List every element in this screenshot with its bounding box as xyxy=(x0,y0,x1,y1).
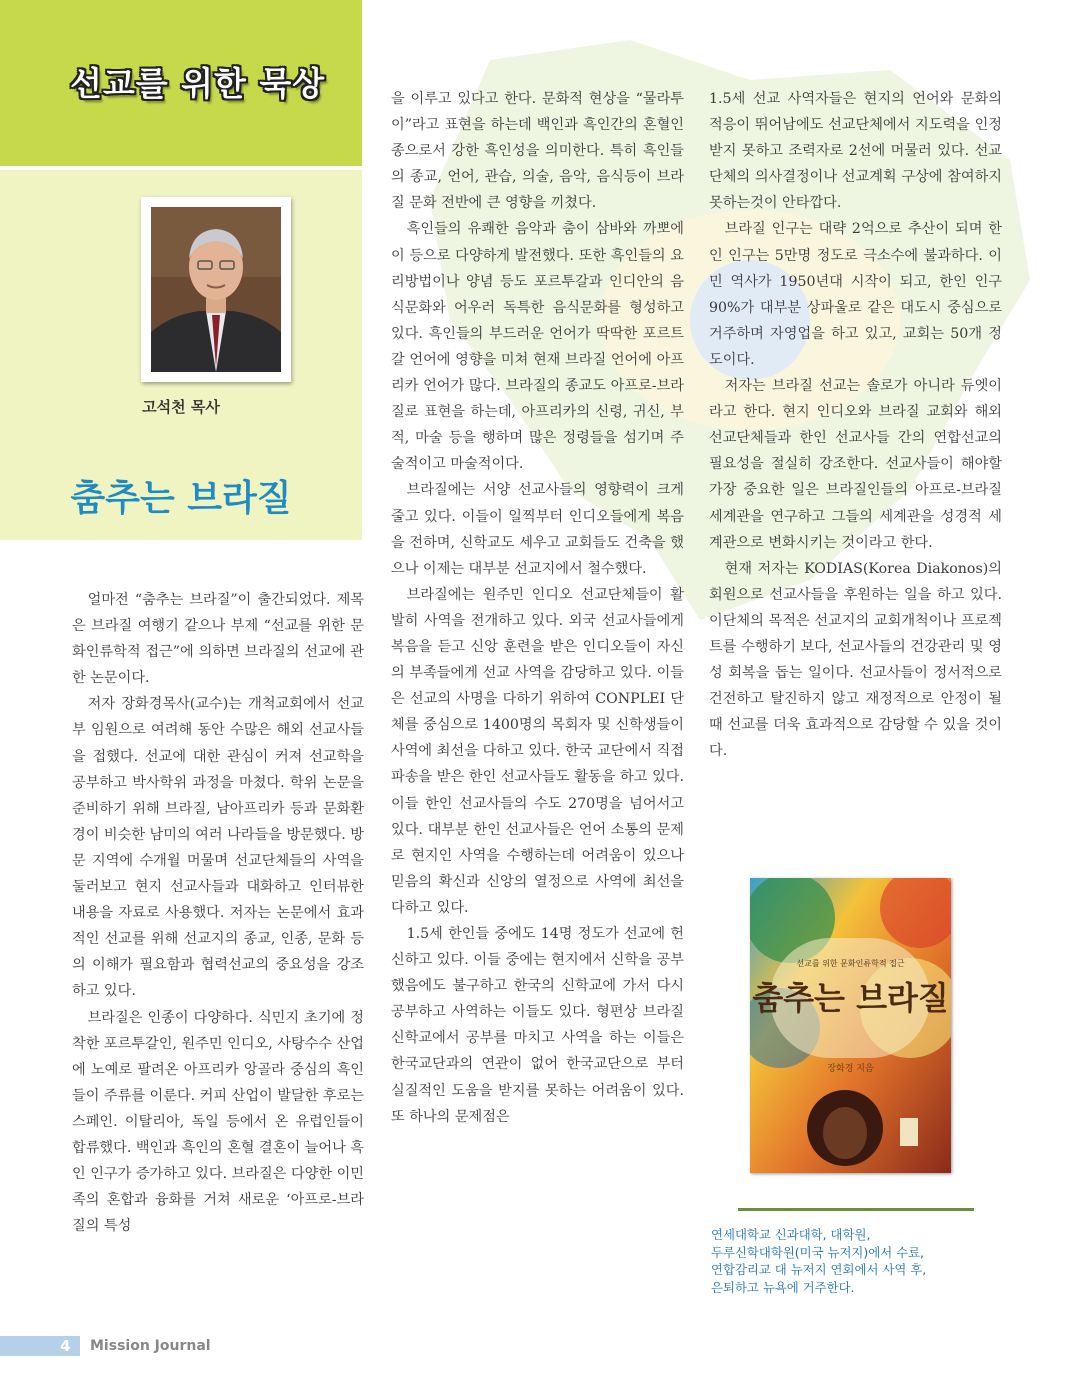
paragraph: 저자는 브라질 선교는 솔로가 아니라 듀엣이라고 한다. 현지 인디오와 브라질 교회와 해외 선교단체들과 한인 선교사들 간의 연합선교의 필요성을 절실히 강조한다. 선교사들이 해야할 가장 중요한 일은 브라질인들의 아프로-브라질 세계관을 연구하고 그들의 세계관을 성경적 세계관으로 변화시키는 것이라고 한다. xyxy=(709,378,1002,551)
book-author: 장화경 지음 xyxy=(827,1064,874,1074)
text-column-1 xyxy=(72,587,364,1239)
text-column-2 xyxy=(391,86,684,1130)
section-title: 선교를 위한 묵상 xyxy=(70,64,326,103)
paragraph: 저자 장화경목사(교수)는 개척교회에서 선교부 임원으로 여려해 동안 수많은 해외 선교사들을 접했다. 선교에 대한 관심이 커져 선교학을 공부하고 박사학위 과정을 마쳤다. 학위 논문을 준비하기 위해 브라질, 남아프리카 등과 문화환경이 비슷한 남미의 여러 나라들을 방문했다. 방문 지역에 수개월 머물며 선교단체들의 사역을 둘러보고 현지 선교사들과 대화하고 인터뷰한 내용을 자료로 사용했다. 저자는 논문에서 효과적인 선교를 위해 선교지의 종교, 인종, 문화 등의 이해가 필요함과 협력선교의 중요성을 강조하고 있다. xyxy=(72,696,364,1000)
author-name: 고석천 목사 xyxy=(142,398,220,416)
paragraph: 브라질에는 원주민 인디오 선교단체들이 활발히 사역을 전개하고 있다. 외국 선교사들에게 복음을 듣고 신앙 훈련을 받은 인디오들이 자신의 부족들에게 선교 사역을 감당하고 있다. 이들은 선교의 사명을 다하기 위하여 CONPLEI 단체를 중심으로 1400명의 목회자 및 신학생들이 사역에 최선을 다하고 있다. 한국 교단에서 직접 파송을 받은 한인 선교사들도 활동을 하고 있다. 이들 한인 선교사들의 수도 270명을 넘어서고 있다. 대부분 한인 선교사들은 언어 소통의 문제로 현지인 사역을 수행하는데 어려움이 있으나 믿음의 확신과 신앙의 열정으로 사역에 최선을 다하고 있다. xyxy=(391,586,684,916)
paragraph: 흑인들의 유쾌한 음악과 춤이 삼바와 까뽀에이 등으로 다양하게 발전했다. 또한 흑인들의 요리방법이나 양념 등도 포르투갈과 인디안의 음식문화와 어우러 독특한 음식문화를 형성하고 있다. 흑인들의 부드러운 언어가 딱딱한 포르트갈 언어에 영향을 미쳐 현재 브라질 언어에 아프리카 언어가 많다. 브라질의 종교도 아프로-브라질로 표현을 하는데, 아프리카의 신령, 귀신, 부적, 마술 등을 행하며 많은 정령들을 섬기며 주술적이고 마술적이다. xyxy=(391,221,684,473)
paragraph: 1.5세 한인들 중에도 14명 정도가 선교에 헌신하고 있다. 이들 중에는 현지에서 신학을 공부했음에도 불구하고 한국의 신학교에 가서 다시 공부하고 사역하는 이들도 있다. 형편상 브라질 신학교에서 공부를 마치고 사역을 하는 이들은 한국교단과의 연관이 없어 한국교단으로 부터 실질적인 도움을 받지를 못하는 어려움이 있다. 또 하나의 문제점은 xyxy=(391,926,684,1125)
caption-line: 은퇴하고 뉴욕에 거주한다. xyxy=(711,1279,855,1295)
caption-line: 두루신학대학원(미국 뉴저지)에서 수료, xyxy=(711,1244,924,1260)
paragraph: 브라질에는 서양 선교사들의 영향력이 크게 줄고 있다. 이들이 일찍부터 인디오들에게 복음을 전하며, 신학교도 세우고 교회들도 건축을 했으나 이제는 대부분 선교지에서 철수했다. xyxy=(391,482,684,577)
paragraph: 얼마전 “춤추는 브라질”이 출간되었다. 제목은 브라질 여행기 같으나 부제 “선교를 위한 문화인류학적 접근”에 의하면 브라질의 선교에 관한 논문이다. xyxy=(72,592,364,687)
caption-line: 연합감리교 대 뉴저지 연회에서 사역 후, xyxy=(711,1262,927,1278)
book-title: 춤추는 브라질 xyxy=(752,979,949,1017)
book-subtitle: 선교를 위한 문화인류학적 접근 xyxy=(796,959,905,968)
book-cover xyxy=(750,878,951,1173)
article-title: 춤추는 브라질 xyxy=(70,478,292,519)
author-bio-caption xyxy=(711,1226,1001,1296)
paragraph: 브라질 인구는 대략 2억으로 추산이 되며 한인 인구는 5만명 정도로 극소수에 불과하다. 이민 역사가 1950년대 시작이 되고, 한인 인구 90%가 대부분 상파울로 같은 대도시 중심으로 거주하며 자영업을 하고 있고, 교회는 50개 정도이다. xyxy=(709,221,1002,368)
author-photo xyxy=(141,197,291,382)
paragraph: 을 이루고 있다고 한다. 문화적 현상을 “물라투이”라고 표현을 하는데 백인과 흑인간의 혼혈인종으로서 강한 흑인성을 의미한다. 특히 흑인들의 종교, 언어, 관습, 의술, 음악, 음식등이 브라질 문화 전반에 큰 영향을 끼쳤다. xyxy=(391,91,684,212)
page-number: 4 xyxy=(60,1337,71,1355)
author-portrait-image xyxy=(151,207,281,372)
paragraph: 1.5세 선교 사역자들은 현지의 언어와 문화의 적응이 뛰어남에도 선교단체에서 지도력을 인정받지 못하고 조력자로 2선에 머물러 있다. 선교단체의 의사결정이나 선교계획 구상에 참여하지 못하는것이 안타깝다. xyxy=(709,91,1002,212)
caption-line: 연세대학교 신과대학, 대학원, xyxy=(711,1227,871,1242)
caption-divider xyxy=(738,1208,974,1211)
paragraph: 브라질은 인종이 다양하다. 식민지 초기에 정착한 포르투갈인, 원주민 인디오, 사탕수수 산업에 노예로 팔려온 아프리카 앙골라 중심의 흑인들이 주류를 이룬다. 커피 산업이 발달한 후로는 스페인. 이탈리아, 독일 등에서 온 유럽인들이 합류했다. 백인과 흑인의 혼혈 결혼이 늘어나 흑인 인구가 증가하고 있다. 브라질은 다양한 이민족의 혼합과 융화를 거쳐 새로운 ‘아프로-브라질의 특성 xyxy=(72,1009,364,1235)
book-cover-art xyxy=(750,878,951,1173)
paragraph: 현재 저자는 KODIAS(Korea Diakonos)의 회원으로 선교사들을 후원하는 일을 하고 있다. 이단체의 목적은 선교지의 교회개척이나 프로젝트를 수행하기 보다, 선교사들의 건강관리 및 영성 회복을 돕는 일이다. 선교사들이 정서적으로 건전하고 탈진하지 않고 재정적으로 안정이 될 때 선교를 더욱 효과적으로 감당할 수 있을 것이다. xyxy=(709,560,1002,760)
journal-name: Mission Journal xyxy=(90,1338,211,1354)
text-column-3 xyxy=(709,86,1002,764)
